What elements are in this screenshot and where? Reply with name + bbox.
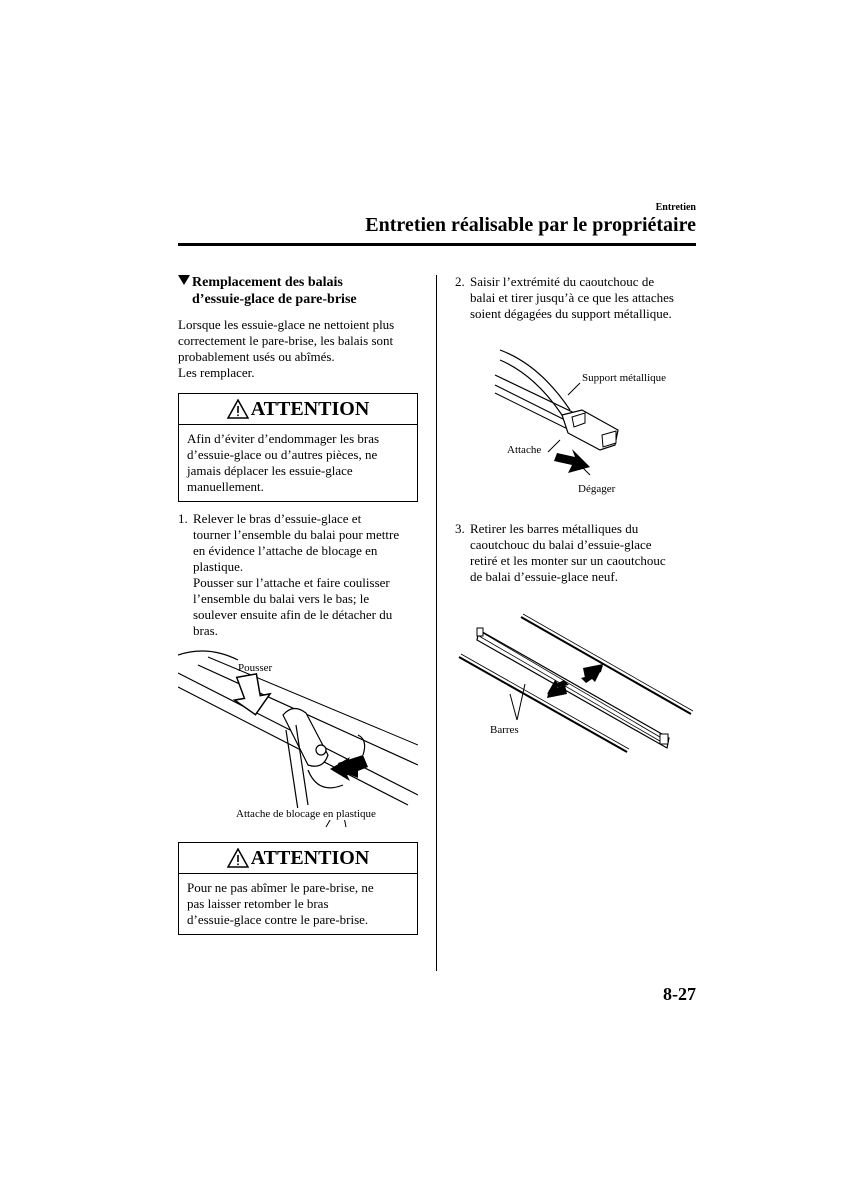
- attention-line: jamais déplacer les essuie-glace: [187, 463, 353, 478]
- wiper-arm-illustration: [178, 645, 418, 830]
- label-bars: Barres: [490, 724, 519, 736]
- attention-title: ATTENTION: [250, 846, 370, 869]
- intro-line: probablement usés ou abîmés.: [178, 349, 335, 364]
- label-clip: Attache: [507, 444, 542, 456]
- section-label: Entretien: [655, 202, 696, 213]
- title-rule: [178, 243, 696, 246]
- attention-header: [179, 394, 417, 425]
- step-line: tourner l’ensemble du balai pour mettre: [193, 527, 400, 542]
- figure-metal-bars: [455, 612, 695, 757]
- figure-blade-release: [490, 345, 690, 500]
- section-heading: [178, 274, 428, 308]
- attention-line: manuellement.: [187, 479, 264, 494]
- attention-line: d’essuie-glace ou d’autres pièces, ne: [187, 447, 378, 462]
- step-number: 1.: [178, 511, 188, 526]
- step-line: Saisir l’extrémité du caoutchouc de: [470, 274, 655, 289]
- attention-header: [179, 843, 417, 874]
- down-triangle-icon: [178, 274, 192, 291]
- intro-paragraph: [178, 317, 428, 381]
- intro-line: Lorsque les essuie-glace ne nettoient plus: [178, 317, 395, 332]
- step-2: [455, 274, 705, 322]
- step-line: soulever ensuite afin de le détacher du: [193, 607, 393, 622]
- attention-body: [179, 425, 417, 501]
- step-line: balai et tirer jusqu’à ce que les attaches: [470, 290, 674, 305]
- label-plastic-clip: Attache de blocage en plastique: [236, 808, 376, 820]
- step-line: Relever le bras d’essuie-glace et: [193, 511, 362, 526]
- attention-box-2: [178, 842, 418, 935]
- page-title: Entretien réalisable par le propriétaire: [365, 214, 696, 236]
- step-line: plastique.: [193, 559, 244, 574]
- step-line: Retirer les barres métalliques du: [470, 521, 639, 536]
- page-number: 8-27: [663, 984, 696, 1004]
- attention-line: Afin d’éviter d’endommager les bras: [187, 431, 380, 446]
- step-line: bras.: [193, 623, 218, 638]
- label-release: Dégager: [578, 483, 616, 495]
- label-metal-support: Support métallique: [582, 372, 667, 384]
- heading-line-1: Remplacement des balais: [192, 275, 343, 290]
- step-1: [178, 511, 428, 639]
- heading-line-2: d’essuie-glace de pare-brise: [192, 292, 357, 307]
- step-number: 3.: [455, 521, 465, 536]
- step-line: l’ensemble du balai vers le bas; le: [193, 591, 370, 606]
- step-number: 2.: [455, 274, 465, 289]
- attention-line: pas laisser retomber le bras: [187, 896, 329, 911]
- attention-title: ATTENTION: [250, 397, 370, 420]
- blade-release-illustration: [490, 345, 690, 500]
- intro-line: correctement le pare-brise, les balais sont: [178, 333, 394, 348]
- figure-wiper-arm-clip: [178, 645, 418, 830]
- step-3: [455, 521, 705, 585]
- warning-triangle-icon: [227, 848, 249, 868]
- label-push: Pousser: [238, 662, 273, 674]
- intro-line: Les remplacer.: [178, 365, 255, 380]
- step-line: Pousser sur l’attache et faire coulisser: [193, 575, 390, 590]
- step-line: caoutchouc du balai d’essuie-glace: [470, 537, 652, 552]
- column-divider: [436, 275, 437, 971]
- step-line: en évidence l’attache de blocage en: [193, 543, 378, 558]
- attention-body: [179, 874, 417, 934]
- warning-triangle-icon: [227, 399, 249, 419]
- step-line: retiré et les monter sur un caoutchouc: [470, 553, 666, 568]
- attention-line: d’essuie-glace contre le pare-brise.: [187, 912, 369, 927]
- step-line: de balai d’essuie-glace neuf.: [470, 569, 618, 584]
- attention-box-1: [178, 393, 418, 502]
- step-line: soient dégagées du support métallique.: [470, 306, 672, 321]
- attention-line: Pour ne pas abîmer le pare-brise, ne: [187, 880, 374, 895]
